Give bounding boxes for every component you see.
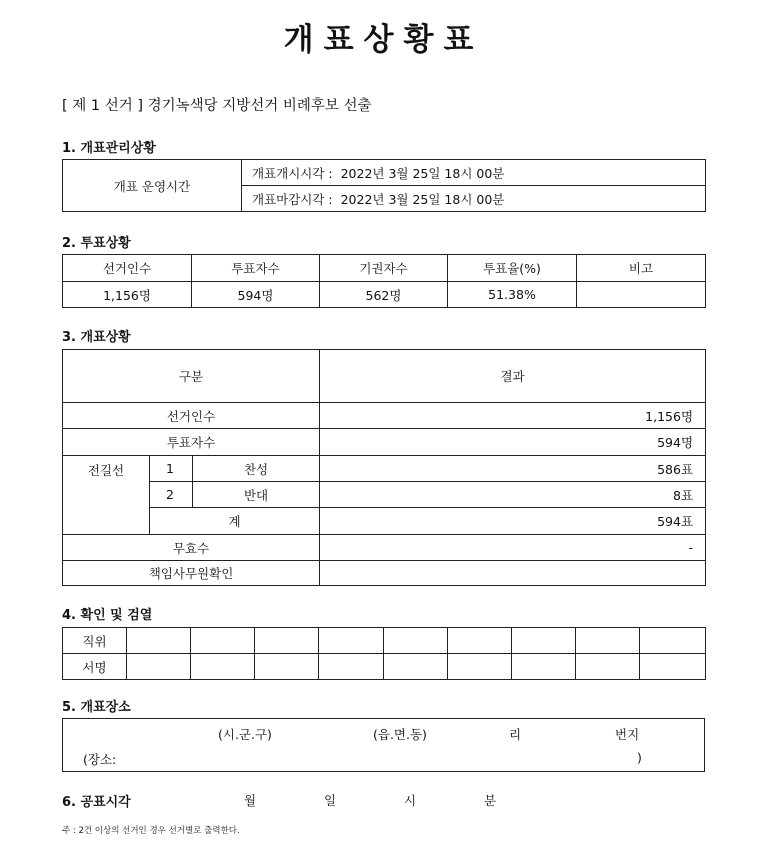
position-cell [512,628,576,654]
announce-minute: 분 [484,793,497,808]
option-1-number: 1 [150,456,193,482]
position-cell [127,628,191,654]
header-electors: 선거인수 [63,255,192,282]
eup-myeon-dong-label: (읍.면.동) [373,727,427,742]
value-abstainers: 562명 [320,282,448,308]
total-label: 계 [150,508,320,535]
location-box [62,718,705,772]
option-2-value: 8표 [320,482,706,508]
start-time-label: 개표개시시각 : [252,165,333,181]
value-voters: 594명 [192,282,320,308]
place-open: (장소: [83,752,117,767]
officer-value [320,561,706,586]
col-result: 결과 [320,350,706,403]
candidate-name: 전길선 [63,456,150,535]
position-cell [640,628,706,654]
signature-cell [384,654,448,680]
invalid-label: 무효수 [63,535,320,561]
value-electors: 1,156명 [63,282,192,308]
announce-hour: 시 [404,793,417,808]
position-cell [448,628,512,654]
signature-cell [448,654,512,680]
section-heading-announce: 6. 공표시각 [62,795,131,810]
inspection-table [62,627,706,680]
start-time-cell [242,160,706,186]
place-close: ) [637,750,642,765]
management-table [62,159,706,212]
position-cell [319,628,384,654]
header-voters: 투표자수 [192,255,320,282]
invalid-value: - [320,535,706,561]
signature-cell [576,654,640,680]
page-title: 개표상황표 [283,22,484,58]
section-heading-management: 1. 개표관리상황 [62,141,156,156]
signature-cell [319,654,384,680]
election-header: [ 제 1 선거 ] 경기녹색당 지방선거 비례후보 선출 [62,98,372,114]
option-2-number: 2 [150,482,193,508]
si-gun-gu-label: (시.군.구) [218,727,272,742]
option-2-label: 반대 [193,482,320,508]
beonji-label: 번지 [615,727,640,742]
voters-label: 투표자수 [63,429,320,456]
section-heading-inspection: 4. 확인 및 검열 [62,608,153,623]
position-cell [191,628,255,654]
option-1-value: 586표 [320,456,706,482]
position-cell [576,628,640,654]
voting-table [62,254,706,308]
announce-month: 월 [244,793,257,808]
signature-cell [640,654,706,680]
value-turnout: 51.38% [448,282,577,308]
signature-label: 서명 [63,654,127,680]
col-category: 구분 [63,350,320,403]
section-heading-voting: 2. 투표상황 [62,236,131,251]
operation-time-label: 개표 운영시간 [63,160,242,212]
end-time-cell [242,186,706,212]
announce-day: 일 [324,793,337,808]
section-heading-counting: 3. 개표상황 [62,330,131,345]
option-1-label: 찬성 [193,456,320,482]
footnote: 주 : 2건 이상의 선거인 경우 선거별로 출력한다. [62,826,240,836]
ri-label: 리 [509,727,522,742]
counting-table [62,349,706,586]
end-time-value: 2022년 3월 25일 18시 00분 [340,191,505,207]
start-time-value: 2022년 3월 25일 18시 00분 [340,165,505,181]
voters-value: 594명 [320,429,706,456]
officer-label: 책임사무원확인 [63,561,320,586]
position-label: 직위 [63,628,127,654]
section-heading-location: 5. 개표장소 [62,700,131,715]
end-time-label: 개표마감시각 : [252,191,333,207]
electors-label: 선거인수 [63,403,320,429]
signature-cell [127,654,191,680]
header-abstainers: 기권자수 [320,255,448,282]
header-turnout: 투표율(%) [448,255,577,282]
signature-cell [255,654,319,680]
signature-cell [512,654,576,680]
total-value: 594표 [320,508,706,535]
position-cell [255,628,319,654]
value-remarks [577,282,706,308]
electors-value: 1,156명 [320,403,706,429]
position-cell [384,628,448,654]
header-remarks: 비고 [577,255,706,282]
signature-cell [191,654,255,680]
